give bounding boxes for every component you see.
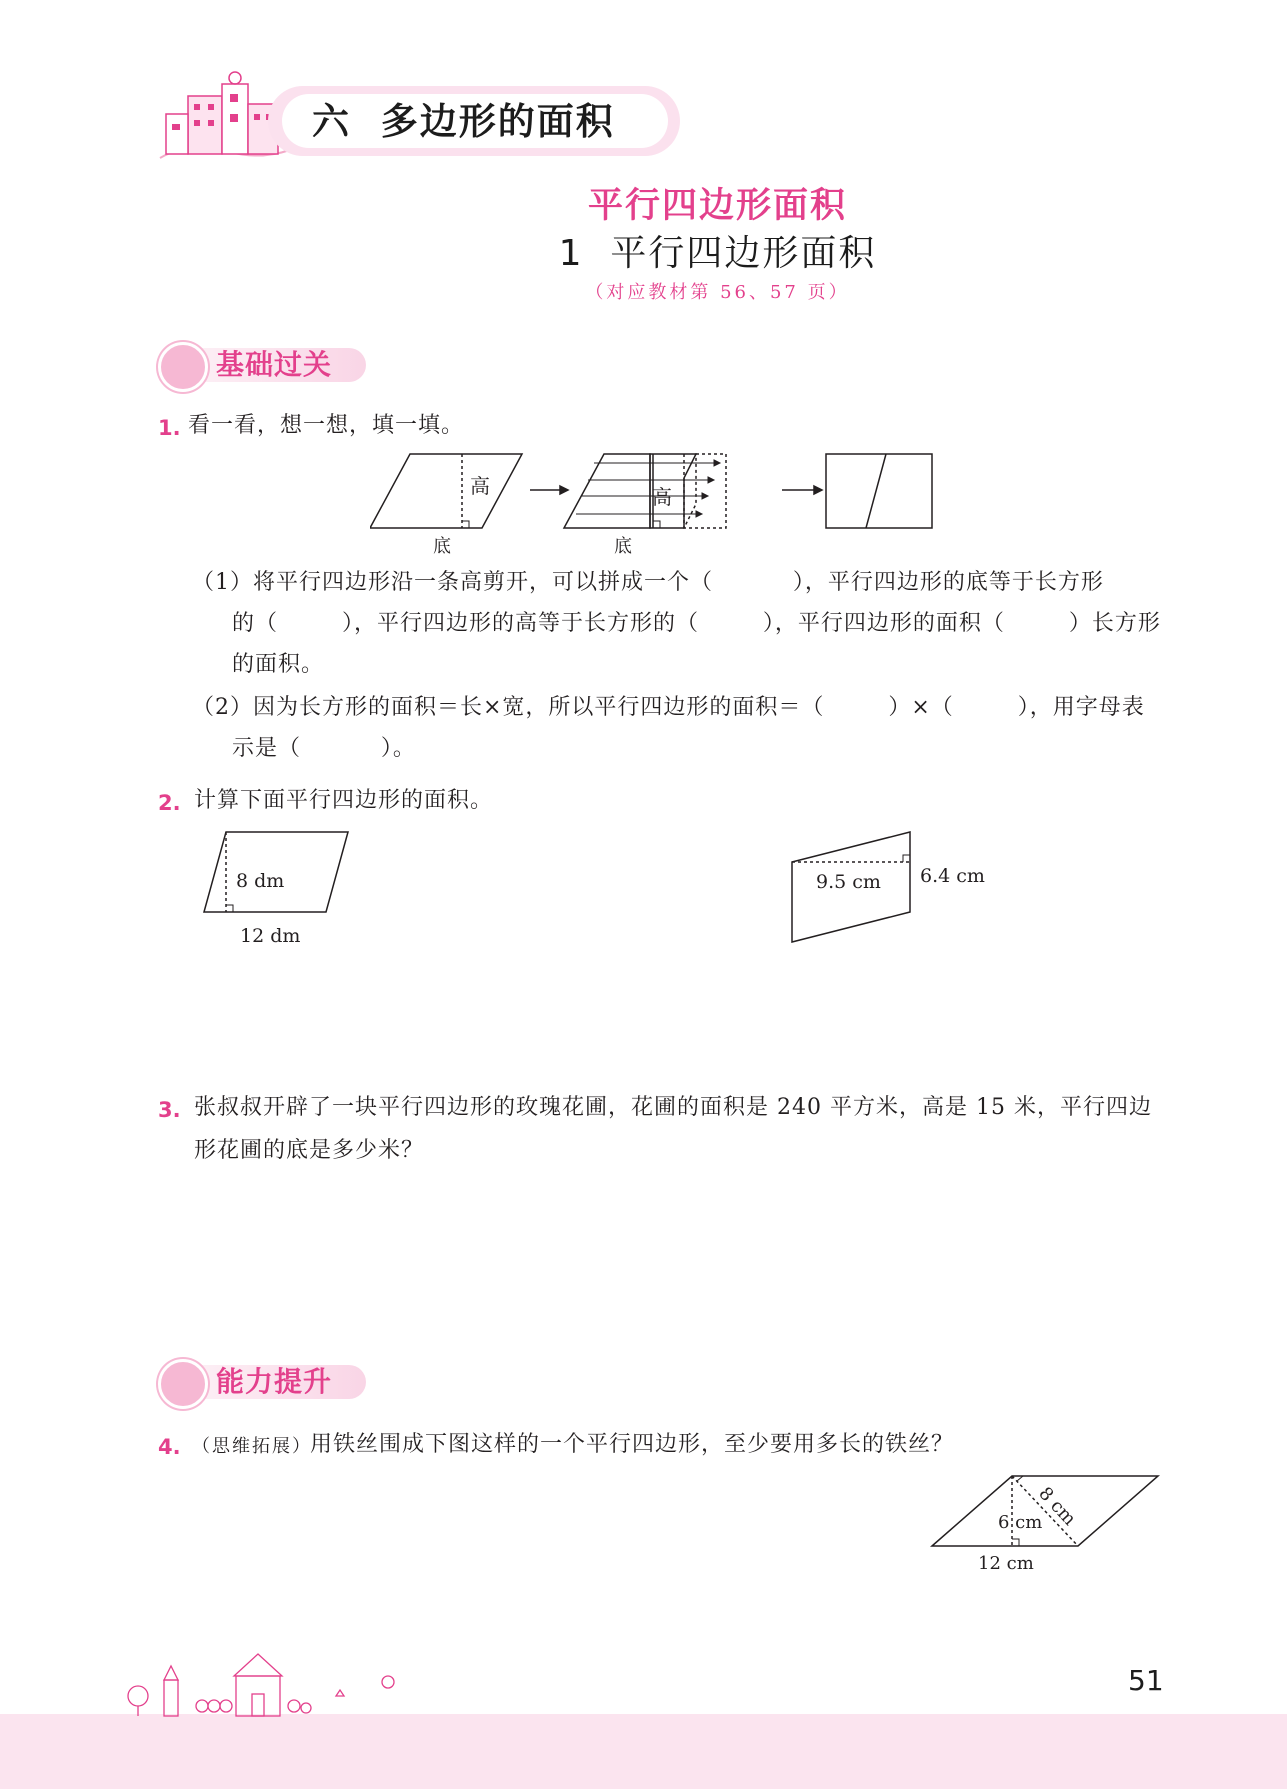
q1-sub1-line3: 的面积。: [232, 652, 325, 677]
section-title: 平行四边形面积: [587, 186, 847, 226]
question-1-number: 1.: [158, 416, 181, 440]
q1-sub1-line2: 的（ ），平行四边形的高等于长方形的（ ），平行四边形的面积（ ）长方形: [232, 611, 1161, 636]
question-3-line2: 形花圃的底是多少米？: [194, 1138, 425, 1163]
q1-sub2-line2: 示是（ ）。: [232, 736, 416, 761]
q1-base-label-1: 底: [433, 536, 451, 557]
q1-height-label-1: 高: [470, 474, 490, 498]
question-4-text: 用铁丝围成下图这样的一个平行四边形，至少要用多长的铁丝？: [310, 1432, 955, 1457]
q1-arrow-1: [530, 486, 568, 494]
q1-sub1-line1: （1）将平行四边形沿一条高剪开，可以拼成一个（ ），平行四边形的底等于长方形: [192, 570, 1104, 595]
q1-translation-arrows: [576, 460, 720, 517]
section-header-label: 能力提升: [216, 1365, 333, 1398]
question-2-prompt: 计算下面平行四边形的面积。: [194, 788, 494, 813]
footer-band: [0, 1714, 1287, 1789]
q4-figure: [926, 1470, 1166, 1580]
q2-figure-b: [786, 826, 1006, 946]
q2-a-base-label: 12 dm: [240, 925, 301, 947]
question-4-tag: （思维拓展）: [192, 1436, 312, 1457]
question-3-number: 3.: [158, 1098, 181, 1122]
q2-figure-a: [196, 820, 366, 950]
q2-a-height-label: 8 dm: [236, 870, 285, 892]
chapter-title: 六 多边形的面积: [312, 100, 615, 143]
cartoon-avatar-icon: [158, 342, 208, 392]
q4-height-label: 6 cm: [998, 1512, 1043, 1533]
section-header-basic: [158, 340, 378, 390]
q1-parallelogram: [370, 454, 522, 528]
q1-sub2-line1: （2）因为长方形的面积＝长×宽，所以平行四边形的面积＝（ ）×（ ），用字母表: [192, 695, 1145, 720]
q1-arrow-2: [782, 486, 822, 494]
section-header-label: 基础过关: [216, 348, 333, 381]
q1-parallelogram-cut: [564, 454, 726, 528]
q2-b-base-label: 6.4 cm: [920, 865, 985, 887]
q1-height-label-2: 高: [652, 485, 672, 509]
cartoon-avatar-icon: [158, 1359, 208, 1409]
page-number: 51: [1128, 1664, 1164, 1697]
q4-base-label: 12 cm: [978, 1553, 1034, 1574]
q4-side-label: 8 cm: [1034, 1483, 1080, 1530]
question-3-line1: 张叔叔开辟了一块平行四边形的玫瑰花圃，花圃的面积是 240 平方米，高是 15 米，平行四边: [194, 1095, 1152, 1120]
q1-rectangle: [826, 454, 932, 528]
section-header-advanced: [158, 1357, 378, 1407]
footer-town-illustration: [118, 1646, 408, 1718]
q2-b-height-label: 9.5 cm: [816, 871, 881, 893]
question-2-number: 2.: [158, 791, 181, 815]
q1-base-label-2: 底: [614, 536, 632, 557]
question-4-number: 4.: [158, 1435, 181, 1459]
q1-cut-and-rearrange-diagram: [370, 448, 950, 558]
question-1-prompt: 看一看，想一想，填一填。: [188, 413, 465, 438]
textbook-reference: （对应教材第 56、57 页）: [585, 282, 850, 303]
lesson-title: 1 平行四边形面积: [558, 233, 877, 274]
